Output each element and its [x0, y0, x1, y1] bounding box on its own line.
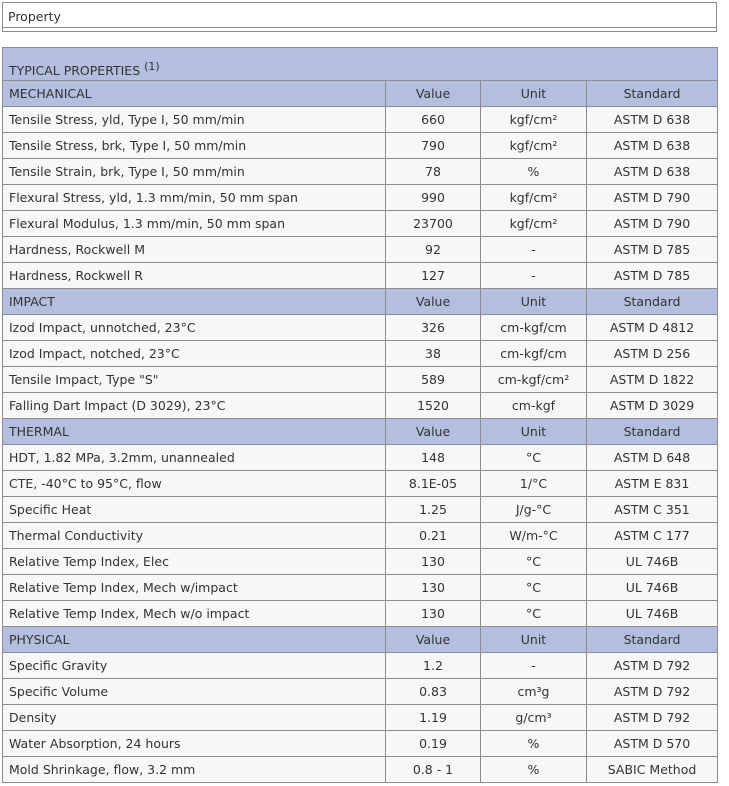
value-cell: 1520 — [386, 393, 481, 419]
property-header-label: Property — [8, 9, 61, 24]
unit-cell: - — [481, 237, 587, 263]
unit-cell: 1/°C — [481, 471, 587, 497]
property-cell: Relative Temp Index, Elec — [3, 549, 386, 575]
table-title-note: (1) — [144, 59, 160, 73]
property-cell: Density — [3, 705, 386, 731]
column-header-standard: Standard — [587, 627, 718, 653]
table-row — [3, 159, 718, 185]
table-row — [3, 757, 718, 783]
table-row — [3, 471, 718, 497]
property-cell: Relative Temp Index, Mech w/o impact — [3, 601, 386, 627]
value-cell: 127 — [386, 263, 481, 289]
table-row — [3, 211, 718, 237]
property-cell: Thermal Conductivity — [3, 523, 386, 549]
property-cell: HDT, 1.82 MPa, 3.2mm, unannealed — [3, 445, 386, 471]
property-cell: Flexural Modulus, 1.3 mm/min, 50 mm span — [3, 211, 386, 237]
property-cell: Falling Dart Impact (D 3029), 23°C — [3, 393, 386, 419]
table-row — [3, 445, 718, 471]
unit-cell: W/m-°C — [481, 523, 587, 549]
standard-cell: ASTM D 4812 — [587, 315, 718, 341]
section-name: IMPACT — [3, 289, 386, 315]
value-cell: 23700 — [386, 211, 481, 237]
standard-cell: ASTM D 3029 — [587, 393, 718, 419]
table-row — [3, 237, 718, 263]
standard-cell: ASTM D 638 — [587, 133, 718, 159]
section-header-row — [3, 81, 718, 107]
property-cell: Tensile Stress, yld, Type I, 50 mm/min — [3, 107, 386, 133]
standard-cell: ASTM C 351 — [587, 497, 718, 523]
value-cell: 790 — [386, 133, 481, 159]
table-row — [3, 575, 718, 601]
table-row — [3, 653, 718, 679]
standard-cell: SABIC Method — [587, 757, 718, 783]
standard-cell: ASTM E 831 — [587, 471, 718, 497]
standard-cell: ASTM D 785 — [587, 263, 718, 289]
unit-cell: cm-kgf/cm — [481, 315, 587, 341]
property-cell: Izod Impact, unnotched, 23°C — [3, 315, 386, 341]
value-cell: 990 — [386, 185, 481, 211]
table-row — [3, 549, 718, 575]
property-cell: Water Absorption, 24 hours — [3, 731, 386, 757]
property-cell: Relative Temp Index, Mech w/impact — [3, 575, 386, 601]
unit-cell: J/g-°C — [481, 497, 587, 523]
column-header-standard: Standard — [587, 289, 718, 315]
property-cell: Hardness, Rockwell R — [3, 263, 386, 289]
typical-properties-table — [2, 47, 718, 783]
table-row — [3, 731, 718, 757]
property-cell: Tensile Strain, brk, Type I, 50 mm/min — [3, 159, 386, 185]
value-cell: 0.8 - 1 — [386, 757, 481, 783]
unit-cell: - — [481, 263, 587, 289]
value-cell: 1.2 — [386, 653, 481, 679]
column-header-value: Value — [386, 289, 481, 315]
property-cell: CTE, -40°C to 95°C, flow — [3, 471, 386, 497]
standard-cell: ASTM D 790 — [587, 185, 718, 211]
section-name: PHYSICAL — [3, 627, 386, 653]
value-cell: 589 — [386, 367, 481, 393]
value-cell: 92 — [386, 237, 481, 263]
table-row — [3, 367, 718, 393]
column-header-value: Value — [386, 419, 481, 445]
column-header-standard: Standard — [587, 81, 718, 107]
value-cell: 78 — [386, 159, 481, 185]
value-cell: 8.1E-05 — [386, 471, 481, 497]
unit-cell: cm-kgf/cm² — [481, 367, 587, 393]
table-row — [3, 523, 718, 549]
table-row — [3, 133, 718, 159]
table-row — [3, 107, 718, 133]
value-cell: 130 — [386, 549, 481, 575]
unit-cell: - — [481, 653, 587, 679]
unit-cell: °C — [481, 601, 587, 627]
unit-cell: g/cm³ — [481, 705, 587, 731]
value-cell: 0.83 — [386, 679, 481, 705]
column-header-unit: Unit — [481, 627, 587, 653]
value-cell: 1.19 — [386, 705, 481, 731]
standard-cell: ASTM D 792 — [587, 705, 718, 731]
standard-cell: UL 746B — [587, 549, 718, 575]
table-row — [3, 341, 718, 367]
standard-cell: UL 746B — [587, 601, 718, 627]
unit-cell: % — [481, 159, 587, 185]
standard-cell: ASTM D 648 — [587, 445, 718, 471]
unit-cell: kgf/cm² — [481, 133, 587, 159]
standard-cell: UL 746B — [587, 575, 718, 601]
table-row — [3, 679, 718, 705]
table-row — [3, 393, 718, 419]
property-cell: Tensile Stress, brk, Type I, 50 mm/min — [3, 133, 386, 159]
table-title: TYPICAL PROPERTIES — [9, 63, 141, 78]
value-cell: 130 — [386, 601, 481, 627]
property-cell: Mold Shrinkage, flow, 3.2 mm — [3, 757, 386, 783]
standard-cell: ASTM D 792 — [587, 679, 718, 705]
table-row — [3, 315, 718, 341]
value-cell: 0.21 — [386, 523, 481, 549]
standard-cell: ASTM D 638 — [587, 107, 718, 133]
property-cell: Specific Volume — [3, 679, 386, 705]
column-header-value: Value — [386, 627, 481, 653]
property-cell: Flexural Stress, yld, 1.3 mm/min, 50 mm span — [3, 185, 386, 211]
header-divider — [3, 27, 716, 28]
unit-cell: kgf/cm² — [481, 211, 587, 237]
property-header-box — [2, 2, 717, 32]
standard-cell: ASTM D 792 — [587, 653, 718, 679]
table-row — [3, 185, 718, 211]
table-title-cell — [3, 48, 718, 81]
unit-cell: kgf/cm² — [481, 107, 587, 133]
column-header-unit: Unit — [481, 419, 587, 445]
unit-cell: cm-kgf/cm — [481, 341, 587, 367]
column-header-unit: Unit — [481, 289, 587, 315]
value-cell: 38 — [386, 341, 481, 367]
standard-cell: ASTM D 638 — [587, 159, 718, 185]
section-header-row — [3, 419, 718, 445]
unit-cell: °C — [481, 575, 587, 601]
column-header-value: Value — [386, 81, 481, 107]
unit-cell: % — [481, 731, 587, 757]
table-title-row — [3, 48, 718, 81]
standard-cell: ASTM D 790 — [587, 211, 718, 237]
table-row — [3, 705, 718, 731]
unit-cell: °C — [481, 549, 587, 575]
section-name: THERMAL — [3, 419, 386, 445]
standard-cell: ASTM D 256 — [587, 341, 718, 367]
property-cell: Izod Impact, notched, 23°C — [3, 341, 386, 367]
unit-cell: cm³g — [481, 679, 587, 705]
standard-cell: ASTM D 1822 — [587, 367, 718, 393]
section-name: MECHANICAL — [3, 81, 386, 107]
unit-cell: °C — [481, 445, 587, 471]
property-cell: Tensile Impact, Type "S" — [3, 367, 386, 393]
value-cell: 660 — [386, 107, 481, 133]
value-cell: 0.19 — [386, 731, 481, 757]
standard-cell: ASTM D 570 — [587, 731, 718, 757]
section-header-row — [3, 627, 718, 653]
value-cell: 326 — [386, 315, 481, 341]
value-cell: 1.25 — [386, 497, 481, 523]
standard-cell: ASTM D 785 — [587, 237, 718, 263]
property-cell: Hardness, Rockwell M — [3, 237, 386, 263]
unit-cell: cm-kgf — [481, 393, 587, 419]
section-header-row — [3, 289, 718, 315]
value-cell: 130 — [386, 575, 481, 601]
property-cell: Specific Heat — [3, 497, 386, 523]
column-header-unit: Unit — [481, 81, 587, 107]
unit-cell: kgf/cm² — [481, 185, 587, 211]
column-header-standard: Standard — [587, 419, 718, 445]
value-cell: 148 — [386, 445, 481, 471]
standard-cell: ASTM C 177 — [587, 523, 718, 549]
table-row — [3, 497, 718, 523]
properties-table-body — [3, 48, 718, 783]
table-row — [3, 601, 718, 627]
unit-cell: % — [481, 757, 587, 783]
property-cell: Specific Gravity — [3, 653, 386, 679]
table-row — [3, 263, 718, 289]
